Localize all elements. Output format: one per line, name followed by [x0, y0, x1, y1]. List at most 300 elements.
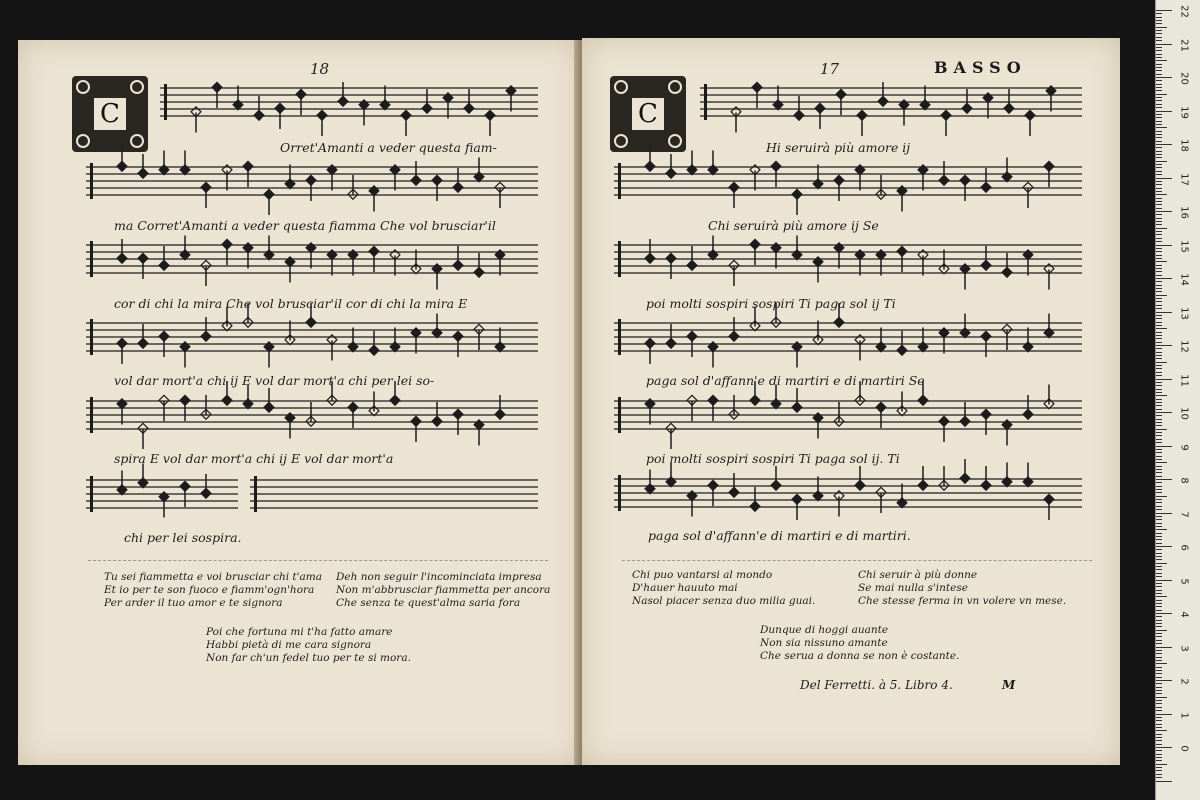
ruler-tick — [1156, 198, 1162, 199]
ruler-tick — [1156, 727, 1162, 728]
part-name: BASSO — [934, 58, 1027, 77]
right-lyric-1: Chi seruirà più amore ij Se — [708, 218, 879, 233]
ruler-tick — [1156, 298, 1162, 299]
ruler-tick — [1156, 27, 1167, 28]
ruler-tick — [1156, 590, 1162, 591]
staff-4 — [86, 381, 538, 449]
ruler-tick — [1156, 355, 1162, 356]
ruler-tick — [1156, 224, 1162, 225]
ruler-tick — [1156, 781, 1172, 782]
ruler-tick — [1156, 660, 1162, 661]
verse-line: Habbi pietà di me cara signora — [206, 639, 372, 651]
ruler-tick — [1156, 412, 1172, 413]
left-lyric-2: cor di chi la mira Che vol brusciar'il cor di chi la mira E — [114, 296, 468, 311]
ruler-tick — [1156, 221, 1162, 222]
left-lyric-3: vol dar mort'a chi ij E vol dar mort'a chi per lei so- — [114, 373, 435, 388]
ruler-label: 7 — [1178, 510, 1190, 518]
ruler-tick — [1156, 60, 1167, 61]
ruler-tick — [1156, 543, 1162, 544]
right-folio: 17 — [820, 60, 840, 78]
ruler-label: 16 — [1178, 206, 1190, 219]
verse-line: Che serua a donna se non è costante. — [760, 650, 960, 662]
ruler-tick — [1156, 486, 1162, 487]
ruler-tick — [1156, 636, 1162, 637]
ruler-tick — [1156, 245, 1172, 246]
ruler-label: 3 — [1178, 644, 1190, 652]
ruler-tick — [1156, 379, 1172, 380]
ruler-tick — [1156, 469, 1162, 470]
ruler-tick — [1156, 663, 1167, 664]
verse-line: Non sia nissuno amante — [760, 637, 888, 649]
ruler-tick — [1156, 740, 1162, 741]
ruler-tick — [1156, 626, 1162, 627]
ruler-tick — [1156, 64, 1162, 65]
ruler-tick — [1156, 161, 1167, 162]
ruler-label: 8 — [1178, 477, 1190, 484]
ruler-tick — [1156, 767, 1162, 768]
ruler-tick — [1156, 446, 1172, 447]
ruler-tick — [1156, 368, 1162, 369]
ruler-tick — [1156, 117, 1162, 118]
right-lyric-2: poi molti sospiri sospiri Ti paga sol ij Ti — [646, 296, 896, 311]
page-footer: Del Ferretti. à 5. Libro 4. — [800, 678, 953, 692]
ruler-tick — [1156, 523, 1162, 524]
ruler-tick — [1156, 188, 1162, 189]
ruler-tick — [1156, 77, 1172, 78]
ruler-tick — [1156, 439, 1162, 440]
staff-0 — [700, 82, 1082, 136]
ruler-tick — [1156, 553, 1162, 554]
ruler-tick — [1156, 57, 1162, 58]
ruler-tick — [1156, 231, 1162, 232]
ruler-tick — [1156, 375, 1162, 376]
ruler-tick — [1156, 70, 1162, 71]
ruler-tick — [1156, 610, 1162, 611]
ruler-label: 12 — [1178, 340, 1190, 353]
ruler-tick — [1156, 134, 1162, 135]
ruler-tick — [1156, 365, 1162, 366]
ruler-tick — [1156, 184, 1162, 185]
ruler-tick — [1156, 770, 1162, 771]
staff-6 — [250, 476, 538, 512]
verse-line: Et io per te son fuoco e fiamm'ogn'hora — [104, 584, 315, 596]
right-verse-block-2 — [858, 569, 1066, 608]
ruler-label: 17 — [1178, 172, 1190, 186]
ruler-tick — [1156, 415, 1162, 416]
ruler-tick — [1156, 54, 1162, 55]
ruler-tick — [1156, 600, 1162, 601]
ruler-tick — [1156, 214, 1162, 215]
ruler-tick — [1156, 147, 1162, 148]
verse-line: Se mai nulla s'intese — [858, 582, 968, 594]
signature-mark: M — [1002, 678, 1016, 692]
ruler-tick — [1156, 650, 1162, 651]
left-initial-letter: C — [94, 98, 126, 130]
ruler-tick — [1156, 724, 1162, 725]
verse-line: D'hauer hauuto mai — [632, 582, 738, 594]
ruler-label: 2 — [1178, 678, 1190, 685]
ruler-tick — [1156, 405, 1162, 406]
ruler-tick — [1156, 452, 1162, 453]
ruler-tick — [1156, 563, 1167, 564]
ruler-tick — [1156, 744, 1162, 745]
ruler-tick — [1156, 717, 1162, 718]
ruler-label: 4 — [1178, 611, 1190, 618]
ruler-tick — [1156, 131, 1162, 132]
ruler-tick — [1156, 228, 1167, 229]
ruler-tick — [1156, 429, 1167, 430]
ruler-tick — [1156, 472, 1162, 473]
ruler-tick — [1156, 559, 1162, 560]
ruler-tick — [1156, 275, 1162, 276]
ruler-tick — [1156, 677, 1162, 678]
ruler-tick — [1156, 315, 1162, 316]
right-lyric-5: paga sol d'affann'e di martiri e di martiri. — [648, 528, 911, 543]
right-verse-block-1 — [632, 569, 815, 608]
verse-line: Non far ch'un fedel tuo per te si mora. — [206, 652, 411, 664]
ruler-tick — [1156, 640, 1162, 641]
ruler-tick — [1156, 271, 1162, 272]
ruler-tick — [1156, 164, 1162, 165]
ruler-tick — [1156, 643, 1162, 644]
ruler-tick — [1156, 268, 1162, 269]
ruler-label: 22 — [1178, 5, 1190, 18]
left-folio: 18 — [310, 60, 330, 78]
ruler-label: 11 — [1178, 373, 1190, 387]
ruler-tick — [1156, 422, 1162, 423]
ruler-tick — [1156, 295, 1167, 296]
left-page — [18, 40, 580, 765]
ruler-tick — [1156, 529, 1167, 530]
ruler-tick — [1156, 432, 1162, 433]
ruler-tick — [1156, 174, 1162, 175]
verse-line: Dunque di hoggi auante — [760, 624, 889, 636]
right-initial-letter: C — [632, 98, 664, 130]
ruler-tick — [1156, 513, 1172, 514]
right-lyric-3: paga sol d'affann'e di martiri e di martiri Se — [646, 373, 925, 388]
ruler-tick — [1156, 20, 1162, 21]
left-lyric-0: Orret'Amanti a veder questa fiam- — [280, 140, 497, 155]
ruler-tick — [1156, 409, 1162, 410]
ruler-tick — [1156, 342, 1162, 343]
ruler-tick — [1156, 680, 1172, 681]
measurement-ruler — [1155, 0, 1200, 800]
ruler-tick — [1156, 258, 1162, 259]
ruler-tick — [1156, 777, 1162, 778]
staff-4 — [614, 381, 1082, 449]
ruler-tick — [1156, 613, 1172, 614]
verse-line: Tu sei fiammetta e voi brusciar chi t'ama — [104, 571, 322, 583]
staff-3 — [86, 303, 538, 368]
ruler-label: 9 — [1178, 443, 1190, 451]
ruler-tick — [1156, 389, 1162, 390]
ruler-tick — [1156, 318, 1162, 319]
ruler-tick — [1156, 667, 1162, 668]
ruler-tick — [1156, 737, 1162, 738]
ruler-tick — [1156, 489, 1162, 490]
ruler-tick — [1156, 114, 1162, 115]
verse-line: Che stesse ferma in vn volere vn mese. — [858, 595, 1067, 607]
ruler-tick — [1156, 44, 1172, 45]
ruler-tick — [1156, 536, 1162, 537]
ruler-tick — [1156, 151, 1162, 152]
ruler-tick — [1156, 23, 1162, 24]
ruler-tick — [1156, 144, 1172, 145]
ruler-tick — [1156, 325, 1162, 326]
ruler-tick — [1156, 730, 1167, 731]
ruler-tick — [1156, 623, 1162, 624]
ruler-tick — [1156, 30, 1162, 31]
ruler-tick — [1156, 201, 1162, 202]
ruler-tick — [1156, 546, 1172, 547]
ruler-label: 14 — [1178, 273, 1190, 286]
ruler-tick — [1156, 241, 1162, 242]
ruler-tick — [1156, 358, 1162, 359]
ruler-tick — [1156, 516, 1162, 517]
ruler-label: 10 — [1178, 407, 1190, 420]
ruler-tick — [1156, 633, 1162, 634]
ruler-tick — [1156, 492, 1162, 493]
ruler-label: 18 — [1178, 139, 1190, 152]
ruler-tick — [1156, 549, 1162, 550]
ruler-tick — [1156, 234, 1162, 235]
ruler-tick — [1156, 476, 1162, 477]
ruler-tick — [1156, 335, 1162, 336]
ruler-tick — [1156, 204, 1162, 205]
ruler-tick — [1156, 111, 1172, 112]
ruler-tick — [1156, 141, 1162, 142]
ruler-label: 15 — [1178, 239, 1190, 253]
ruler-tick — [1156, 657, 1162, 658]
ruler-tick — [1156, 345, 1172, 346]
ruler-tick — [1156, 278, 1172, 279]
left-lyric-4: spira E vol dar mort'a chi ij E vol dar mort'a — [114, 451, 394, 466]
ruler-tick — [1156, 569, 1162, 570]
ruler-tick — [1156, 352, 1162, 353]
ruler-tick — [1156, 526, 1162, 527]
verse-line: Nasol piacer senza duo milia guai. — [632, 595, 816, 607]
ruler-tick — [1156, 506, 1162, 507]
ruler-tick — [1156, 90, 1162, 91]
staff-2 — [614, 236, 1082, 290]
ruler-tick — [1156, 312, 1172, 313]
verse-line: Per arder il tuo amor e te signora — [104, 597, 283, 609]
ruler-tick — [1156, 720, 1162, 721]
ruler-tick — [1156, 606, 1162, 607]
staff-1 — [86, 147, 538, 215]
staff-1 — [614, 147, 1082, 215]
ruler-tick — [1156, 191, 1162, 192]
ruler-tick — [1156, 281, 1162, 282]
ruler-tick — [1156, 757, 1162, 758]
ruler-tick — [1156, 747, 1172, 748]
ruler-tick — [1156, 402, 1162, 403]
ruler-tick — [1156, 50, 1162, 51]
ruler-tick — [1156, 764, 1167, 765]
ruler-tick — [1156, 620, 1162, 621]
ruler-tick — [1156, 194, 1167, 195]
ruler-tick — [1156, 104, 1162, 105]
verse-line: Che senza te quest'alma saria fora — [336, 597, 521, 609]
ruler-tick — [1156, 208, 1162, 209]
ruler-tick — [1156, 616, 1162, 617]
ruler-tick — [1156, 566, 1162, 567]
left-lyric-1: ma Corret'Amanti a veder questa fiamma Che vol brusciar'il — [114, 218, 496, 233]
ruler-tick — [1156, 519, 1162, 520]
ruler-label: 21 — [1178, 38, 1190, 52]
ruler-tick — [1156, 734, 1162, 735]
ruler-tick — [1156, 683, 1162, 684]
ruler-tick — [1156, 556, 1162, 557]
ruler-tick — [1156, 127, 1167, 128]
ruler-tick — [1156, 94, 1167, 95]
ruler-tick — [1156, 750, 1162, 751]
verse-line: Deh non seguir l'incominciata impresa — [336, 571, 542, 583]
ruler-tick — [1156, 466, 1162, 467]
ruler-tick — [1156, 392, 1162, 393]
ruler-tick — [1156, 211, 1172, 212]
ruler-tick — [1156, 255, 1162, 256]
ruler-tick — [1156, 157, 1162, 158]
ruler-tick — [1156, 670, 1162, 671]
ruler-tick — [1156, 80, 1162, 81]
verse-line: Non m'abbrusciar fiammetta per ancora — [336, 584, 551, 596]
ruler-tick — [1156, 332, 1162, 333]
ruler-tick — [1156, 425, 1162, 426]
ruler-tick — [1156, 593, 1162, 594]
verse-line: Chi seruir à più donne — [858, 569, 978, 581]
ruler-tick — [1156, 690, 1162, 691]
ruler-tick — [1156, 100, 1162, 101]
ruler-label: 20 — [1178, 72, 1190, 85]
ruler-tick — [1156, 459, 1162, 460]
ruler-tick — [1156, 13, 1162, 14]
ruler-tick — [1156, 87, 1162, 88]
ruler-tick — [1156, 703, 1162, 704]
ruler-tick — [1156, 238, 1162, 239]
ruler-tick — [1156, 714, 1172, 715]
ruler-tick — [1156, 700, 1162, 701]
verse-line: Chi puo vantarsi al mondo — [632, 569, 773, 581]
ruler-tick — [1156, 456, 1162, 457]
ruler-tick — [1156, 760, 1162, 761]
ruler-tick — [1156, 647, 1172, 648]
ruler-tick — [1156, 40, 1162, 41]
ruler-tick — [1156, 382, 1162, 383]
ruler-tick — [1156, 305, 1162, 306]
ruler-tick — [1156, 630, 1167, 631]
ruler-tick — [1156, 462, 1167, 463]
ruler-label: 5 — [1178, 577, 1190, 585]
ruler-tick — [1156, 178, 1172, 179]
ruler-tick — [1156, 74, 1162, 75]
ruler-label: 1 — [1178, 711, 1190, 719]
ruler-tick — [1156, 596, 1167, 597]
ruler-label: 19 — [1178, 105, 1190, 119]
ruler-tick — [1156, 539, 1162, 540]
ruler-tick — [1156, 502, 1162, 503]
ruler-tick — [1156, 533, 1162, 534]
ruler-tick — [1156, 774, 1162, 775]
left-verse-block-2 — [336, 571, 550, 610]
right-lyric-0: Hi seruirà più amore ij — [766, 140, 911, 155]
ruler-tick — [1156, 288, 1162, 289]
ruler-tick — [1156, 576, 1162, 577]
ruler-tick — [1156, 107, 1162, 108]
ruler-tick — [1156, 653, 1162, 654]
ruler-tick — [1156, 137, 1162, 138]
ruler-tick — [1156, 37, 1162, 38]
ruler-tick — [1156, 687, 1162, 688]
staff-0 — [160, 82, 538, 136]
ruler-tick — [1156, 479, 1172, 480]
ruler-tick — [1156, 449, 1162, 450]
ruler-tick — [1156, 435, 1162, 436]
ruler-tick — [1156, 301, 1162, 302]
ruler-tick — [1156, 265, 1162, 266]
ruler-tick — [1156, 261, 1167, 262]
ruler-tick — [1156, 167, 1162, 168]
ruler-tick — [1156, 33, 1162, 34]
ruler-tick — [1156, 754, 1162, 755]
ruler-tick — [1156, 171, 1162, 172]
ruler-tick — [1156, 362, 1167, 363]
left-lyric-5: chi per lei sospira. — [124, 530, 242, 545]
ruler-tick — [1156, 10, 1172, 11]
ruler-tick — [1156, 697, 1167, 698]
ruler-tick — [1156, 603, 1162, 604]
ruler-tick — [1156, 121, 1162, 122]
ruler-tick — [1156, 328, 1167, 329]
ruler-tick — [1156, 509, 1162, 510]
ruler-tick — [1156, 442, 1162, 443]
staff-5 — [86, 464, 238, 518]
verse-line: Poi che fortuna mi t'ha fatto amare — [206, 626, 393, 638]
ruler-tick — [1156, 707, 1162, 708]
ruler-tick — [1156, 693, 1162, 694]
ruler-tick — [1156, 251, 1162, 252]
ruler-label: 13 — [1178, 306, 1190, 320]
ruler-tick — [1156, 583, 1162, 584]
ruler-tick — [1156, 17, 1162, 18]
staff-3 — [614, 303, 1082, 368]
right-page — [582, 38, 1120, 765]
ruler-tick — [1156, 291, 1162, 292]
ruler-tick — [1156, 710, 1162, 711]
left-verse-block-3 — [206, 626, 411, 665]
ruler-tick — [1156, 154, 1162, 155]
ruler-tick — [1156, 322, 1162, 323]
ruler-tick — [1156, 580, 1172, 581]
ruler-tick — [1156, 124, 1162, 125]
ruler-tick — [1156, 395, 1167, 396]
ruler-tick — [1156, 338, 1162, 339]
ruler-tick — [1156, 496, 1167, 497]
right-lyric-4: poi molti sospiri sospiri Ti paga sol ij. Ti — [646, 451, 900, 466]
ruler-tick — [1156, 419, 1162, 420]
ruler-tick — [1156, 399, 1162, 400]
ruler-tick — [1156, 499, 1162, 500]
staff-2 — [86, 236, 538, 290]
right-verse-block-3 — [760, 624, 959, 663]
ruler-tick — [1156, 218, 1162, 219]
ruler-tick — [1156, 97, 1162, 98]
ruler-tick — [1156, 47, 1162, 48]
ruler-tick — [1156, 67, 1162, 68]
ruler-tick — [1156, 285, 1162, 286]
ruler-tick — [1156, 181, 1162, 182]
ruler-tick — [1156, 586, 1162, 587]
